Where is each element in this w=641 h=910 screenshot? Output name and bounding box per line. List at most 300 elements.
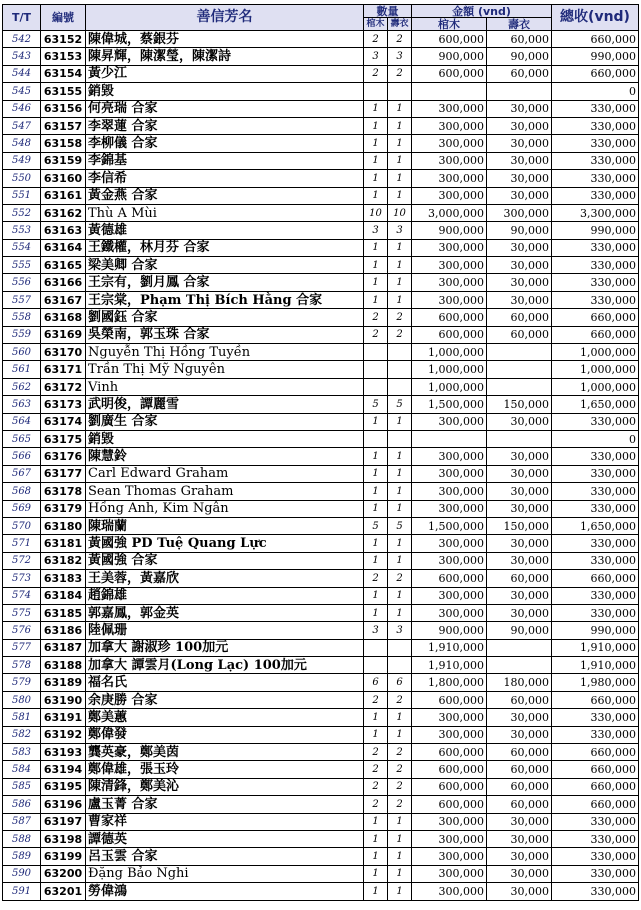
- row-index: 551: [3, 187, 41, 204]
- amount-shroud: 180,000: [487, 674, 552, 691]
- amount-coffin: 1,000,000: [412, 344, 487, 361]
- amount-coffin: 600,000: [412, 65, 487, 82]
- donor-code: 63157: [41, 117, 86, 134]
- row-index: 566: [3, 448, 41, 465]
- row-index: 581: [3, 709, 41, 726]
- donor-code: 63159: [41, 152, 86, 169]
- quantity-coffin: 2: [364, 691, 388, 708]
- quantity-coffin: 1: [364, 883, 388, 900]
- amount-coffin: 300,000: [412, 117, 487, 134]
- amount-shroud: 30,000: [487, 257, 552, 274]
- row-index: 559: [3, 326, 41, 343]
- row-index: 555: [3, 257, 41, 274]
- quantity-shroud: 5: [388, 396, 412, 413]
- quantity-shroud: 1: [388, 535, 412, 552]
- quantity-shroud: 3: [388, 48, 412, 65]
- quantity-shroud: 1: [388, 552, 412, 569]
- table-row: [3, 744, 639, 761]
- amount-coffin: 300,000: [412, 709, 487, 726]
- quantity-shroud: [388, 657, 412, 674]
- row-index: 565: [3, 430, 41, 447]
- total-amount: 330,000: [552, 587, 639, 604]
- quantity-shroud: 2: [388, 31, 412, 48]
- donation-table: [2, 4, 639, 901]
- table-row: [3, 761, 639, 778]
- quantity-coffin: [364, 83, 388, 100]
- amount-shroud: 30,000: [487, 535, 552, 552]
- table-row: [3, 726, 639, 743]
- donor-name: 李錦基: [86, 152, 364, 169]
- amount-shroud: 60,000: [487, 309, 552, 326]
- amount-coffin: 600,000: [412, 796, 487, 813]
- donor-code: 63153: [41, 48, 86, 65]
- row-index: 567: [3, 465, 41, 482]
- header-quantity: 數量: [364, 5, 412, 18]
- donor-name: 譚德英: [86, 830, 364, 847]
- quantity-coffin: 1: [364, 239, 388, 256]
- amount-shroud: 30,000: [487, 709, 552, 726]
- table-row: [3, 657, 639, 674]
- amount-shroud: 90,000: [487, 48, 552, 65]
- total-amount: 330,000: [552, 552, 639, 569]
- donor-code: 63186: [41, 622, 86, 639]
- quantity-shroud: 1: [388, 865, 412, 882]
- amount-coffin: 600,000: [412, 778, 487, 795]
- donor-name: 陳偉城，蔡銀芬: [86, 31, 364, 48]
- amount-coffin: 600,000: [412, 309, 487, 326]
- table-row: [3, 483, 639, 500]
- quantity-coffin: 1: [364, 535, 388, 552]
- quantity-coffin: 2: [364, 744, 388, 761]
- total-amount: 1,910,000: [552, 657, 639, 674]
- row-index: 571: [3, 535, 41, 552]
- total-amount: 330,000: [552, 135, 639, 152]
- amount-coffin: 3,000,000: [412, 204, 487, 221]
- donor-name: 陳清鋒，鄭美沁: [86, 778, 364, 795]
- donor-code: 63191: [41, 709, 86, 726]
- row-index: 553: [3, 222, 41, 239]
- quantity-shroud: 1: [388, 170, 412, 187]
- donor-name: 黃國強 合家: [86, 552, 364, 569]
- amount-shroud: [487, 361, 552, 378]
- donor-code: 63158: [41, 135, 86, 152]
- donor-name: 趙錦雄: [86, 587, 364, 604]
- donor-name: 陳慧鈴: [86, 448, 364, 465]
- quantity-coffin: 5: [364, 396, 388, 413]
- total-amount: 330,000: [552, 830, 639, 847]
- donor-name: 黃金燕 合家: [86, 187, 364, 204]
- quantity-shroud: 1: [388, 291, 412, 308]
- row-index: 545: [3, 83, 41, 100]
- table-row: [3, 570, 639, 587]
- amount-coffin: 1,910,000: [412, 657, 487, 674]
- table-row: [3, 170, 639, 187]
- quantity-coffin: 1: [364, 448, 388, 465]
- quantity-coffin: 2: [364, 778, 388, 795]
- donor-code: 63163: [41, 222, 86, 239]
- row-index: 580: [3, 691, 41, 708]
- table-row: [3, 257, 639, 274]
- total-amount: 660,000: [552, 744, 639, 761]
- donor-name: 銷毀: [86, 430, 364, 447]
- total-amount: 990,000: [552, 622, 639, 639]
- header-amount-shroud: 壽衣: [487, 18, 552, 31]
- amount-coffin: 600,000: [412, 761, 487, 778]
- table-row: [3, 117, 639, 134]
- row-index: 558: [3, 309, 41, 326]
- amount-coffin: 1,500,000: [412, 396, 487, 413]
- quantity-coffin: [364, 639, 388, 656]
- row-index: 543: [3, 48, 41, 65]
- table-row: [3, 291, 639, 308]
- header-quantity-coffin: 棺木: [364, 18, 388, 31]
- donor-name: 加拿大 譚雲月(Long Lạc) 100加元: [86, 657, 364, 674]
- amount-shroud: 30,000: [487, 500, 552, 517]
- amount-coffin: 300,000: [412, 535, 487, 552]
- total-amount: 330,000: [552, 187, 639, 204]
- quantity-coffin: 1: [364, 500, 388, 517]
- row-index: 556: [3, 274, 41, 291]
- total-amount: 1,650,000: [552, 517, 639, 534]
- row-index: 576: [3, 622, 41, 639]
- donor-code: 63164: [41, 239, 86, 256]
- table-row: [3, 239, 639, 256]
- amount-coffin: 600,000: [412, 326, 487, 343]
- quantity-coffin: [364, 657, 388, 674]
- amount-coffin: 300,000: [412, 239, 487, 256]
- quantity-shroud: 1: [388, 830, 412, 847]
- quantity-coffin: 1: [364, 170, 388, 187]
- quantity-coffin: 2: [364, 796, 388, 813]
- row-index: 579: [3, 674, 41, 691]
- quantity-shroud: 3: [388, 622, 412, 639]
- donor-code: 63192: [41, 726, 86, 743]
- quantity-shroud: 1: [388, 135, 412, 152]
- row-index: 564: [3, 413, 41, 430]
- row-index: 586: [3, 796, 41, 813]
- donor-code: 63166: [41, 274, 86, 291]
- donor-code: 63156: [41, 100, 86, 117]
- table-row: [3, 187, 639, 204]
- donor-name: 銷毀: [86, 83, 364, 100]
- quantity-shroud: 1: [388, 448, 412, 465]
- quantity-coffin: 1: [364, 187, 388, 204]
- row-index: 549: [3, 152, 41, 169]
- total-amount: 330,000: [552, 152, 639, 169]
- donor-name: 陸佩珊: [86, 622, 364, 639]
- amount-coffin: 300,000: [412, 100, 487, 117]
- amount-coffin: 900,000: [412, 222, 487, 239]
- table-row: [3, 396, 639, 413]
- total-amount: 330,000: [552, 709, 639, 726]
- row-index: 557: [3, 291, 41, 308]
- quantity-shroud: 6: [388, 674, 412, 691]
- amount-shroud: [487, 83, 552, 100]
- row-index: 588: [3, 830, 41, 847]
- quantity-shroud: 1: [388, 848, 412, 865]
- table-row: [3, 135, 639, 152]
- quantity-coffin: 1: [364, 709, 388, 726]
- table-row: [3, 796, 639, 813]
- row-index: 589: [3, 848, 41, 865]
- donor-code: 63152: [41, 31, 86, 48]
- amount-shroud: 150,000: [487, 517, 552, 534]
- donor-code: 63173: [41, 396, 86, 413]
- quantity-coffin: 2: [364, 309, 388, 326]
- quantity-shroud: 3: [388, 222, 412, 239]
- donor-name: 福名氏: [86, 674, 364, 691]
- amount-shroud: [487, 657, 552, 674]
- amount-coffin: 1,000,000: [412, 361, 487, 378]
- total-amount: 330,000: [552, 413, 639, 430]
- total-amount: 330,000: [552, 865, 639, 882]
- total-amount: 330,000: [552, 483, 639, 500]
- donor-name: 陳昇輝，陳潔瑩，陳潔詩: [86, 48, 364, 65]
- row-index: 582: [3, 726, 41, 743]
- donor-name: Trần Thị Mỹ Nguyên: [86, 361, 364, 378]
- donor-name: 黃德雄: [86, 222, 364, 239]
- amount-shroud: 90,000: [487, 622, 552, 639]
- quantity-shroud: 1: [388, 813, 412, 830]
- donor-code: 63174: [41, 413, 86, 430]
- quantity-coffin: 1: [364, 257, 388, 274]
- donor-name: 李柳儀 合家: [86, 135, 364, 152]
- donor-code: 63154: [41, 65, 86, 82]
- amount-coffin: 300,000: [412, 883, 487, 900]
- quantity-shroud: [388, 430, 412, 447]
- donor-code: 63199: [41, 848, 86, 865]
- donor-name: Sean Thomas Graham: [86, 483, 364, 500]
- donor-code: 63197: [41, 813, 86, 830]
- quantity-shroud: 1: [388, 883, 412, 900]
- row-index: 570: [3, 517, 41, 534]
- table-row: [3, 83, 639, 100]
- amount-coffin: 1,800,000: [412, 674, 487, 691]
- quantity-coffin: 1: [364, 274, 388, 291]
- quantity-coffin: 1: [364, 117, 388, 134]
- quantity-coffin: 1: [364, 587, 388, 604]
- quantity-shroud: 5: [388, 517, 412, 534]
- amount-coffin: 1,000,000: [412, 378, 487, 395]
- amount-coffin: 600,000: [412, 570, 487, 587]
- table-row: [3, 830, 639, 847]
- donor-name: 曹家祥: [86, 813, 364, 830]
- table-row: [3, 517, 639, 534]
- amount-shroud: 30,000: [487, 726, 552, 743]
- total-amount: 660,000: [552, 309, 639, 326]
- quantity-coffin: 1: [364, 552, 388, 569]
- amount-shroud: 30,000: [487, 552, 552, 569]
- amount-coffin: 300,000: [412, 135, 487, 152]
- header-row: [3, 5, 639, 18]
- row-index: 587: [3, 813, 41, 830]
- amount-coffin: 300,000: [412, 587, 487, 604]
- table-row: [3, 500, 639, 517]
- donor-code: 63193: [41, 744, 86, 761]
- total-amount: 1,650,000: [552, 396, 639, 413]
- table-row: [3, 274, 639, 291]
- quantity-coffin: [364, 430, 388, 447]
- amount-shroud: 30,000: [487, 291, 552, 308]
- header-total: 總收(vnd): [552, 5, 639, 31]
- header-amount: 金額 (vnd): [412, 5, 552, 18]
- total-amount: 330,000: [552, 170, 639, 187]
- amount-shroud: 30,000: [487, 135, 552, 152]
- table-row: [3, 639, 639, 656]
- amount-shroud: 30,000: [487, 117, 552, 134]
- amount-coffin: 300,000: [412, 274, 487, 291]
- total-amount: 0: [552, 430, 639, 447]
- amount-shroud: 30,000: [487, 483, 552, 500]
- quantity-shroud: 1: [388, 726, 412, 743]
- amount-shroud: 300,000: [487, 204, 552, 221]
- row-index: 583: [3, 744, 41, 761]
- quantity-shroud: 1: [388, 604, 412, 621]
- quantity-coffin: 10: [364, 204, 388, 221]
- table-row: [3, 448, 639, 465]
- quantity-coffin: [364, 361, 388, 378]
- quantity-shroud: 2: [388, 744, 412, 761]
- total-amount: 660,000: [552, 570, 639, 587]
- total-amount: 1,910,000: [552, 639, 639, 656]
- quantity-coffin: 2: [364, 570, 388, 587]
- amount-shroud: 30,000: [487, 448, 552, 465]
- quantity-coffin: 1: [364, 152, 388, 169]
- total-amount: 330,000: [552, 274, 639, 291]
- amount-shroud: 60,000: [487, 65, 552, 82]
- donor-code: 63165: [41, 257, 86, 274]
- amount-shroud: [487, 639, 552, 656]
- total-amount: 330,000: [552, 535, 639, 552]
- donor-code: 63162: [41, 204, 86, 221]
- row-index: 568: [3, 483, 41, 500]
- row-index: 572: [3, 552, 41, 569]
- total-amount: 660,000: [552, 778, 639, 795]
- total-amount: 330,000: [552, 500, 639, 517]
- header-amount-coffin: 棺木: [412, 18, 487, 31]
- quantity-shroud: 1: [388, 257, 412, 274]
- quantity-shroud: 1: [388, 152, 412, 169]
- amount-shroud: 150,000: [487, 396, 552, 413]
- donor-code: 63196: [41, 796, 86, 813]
- total-amount: 330,000: [552, 604, 639, 621]
- donor-code: 63160: [41, 170, 86, 187]
- total-amount: 330,000: [552, 257, 639, 274]
- row-index: 560: [3, 344, 41, 361]
- amount-coffin: 300,000: [412, 483, 487, 500]
- table-row: [3, 222, 639, 239]
- donor-name: 盧玉菁 合家: [86, 796, 364, 813]
- total-amount: 660,000: [552, 761, 639, 778]
- row-index: 573: [3, 570, 41, 587]
- table-row: [3, 413, 639, 430]
- table-row: [3, 361, 639, 378]
- amount-shroud: 30,000: [487, 152, 552, 169]
- amount-shroud: 30,000: [487, 465, 552, 482]
- donor-name: 劉廣生 合家: [86, 413, 364, 430]
- amount-coffin: 600,000: [412, 31, 487, 48]
- donor-name: 劉國鈺 合家: [86, 309, 364, 326]
- donor-name: 鄭偉雄，張玉玲: [86, 761, 364, 778]
- donor-code: 63183: [41, 570, 86, 587]
- amount-coffin: 900,000: [412, 622, 487, 639]
- quantity-coffin: 1: [364, 848, 388, 865]
- quantity-coffin: 1: [364, 100, 388, 117]
- donor-name: Thù A Mùi: [86, 204, 364, 221]
- donor-name: 吳榮南，郭玉珠 合家: [86, 326, 364, 343]
- total-amount: 330,000: [552, 813, 639, 830]
- quantity-shroud: 2: [388, 570, 412, 587]
- row-index: 574: [3, 587, 41, 604]
- amount-shroud: 60,000: [487, 778, 552, 795]
- amount-shroud: 60,000: [487, 31, 552, 48]
- amount-coffin: 300,000: [412, 448, 487, 465]
- quantity-shroud: [388, 83, 412, 100]
- quantity-shroud: 1: [388, 239, 412, 256]
- total-amount: 1,000,000: [552, 378, 639, 395]
- amount-coffin: 600,000: [412, 744, 487, 761]
- amount-coffin: 300,000: [412, 291, 487, 308]
- donor-code: 63190: [41, 691, 86, 708]
- amount-shroud: 60,000: [487, 326, 552, 343]
- donor-code: 63189: [41, 674, 86, 691]
- quantity-shroud: 2: [388, 309, 412, 326]
- donor-code: 63175: [41, 430, 86, 447]
- amount-shroud: 30,000: [487, 239, 552, 256]
- quantity-coffin: [364, 378, 388, 395]
- total-amount: 330,000: [552, 100, 639, 117]
- donor-name: 陳瑞蘭: [86, 517, 364, 534]
- quantity-shroud: 1: [388, 587, 412, 604]
- quantity-shroud: 1: [388, 709, 412, 726]
- quantity-coffin: 1: [364, 604, 388, 621]
- quantity-coffin: 3: [364, 48, 388, 65]
- donor-name: Hồng Anh, Kim Ngân: [86, 500, 364, 517]
- row-index: 542: [3, 31, 41, 48]
- amount-shroud: 30,000: [487, 848, 552, 865]
- total-amount: 330,000: [552, 239, 639, 256]
- row-index: 575: [3, 604, 41, 621]
- amount-coffin: 1,910,000: [412, 639, 487, 656]
- donor-code: 63194: [41, 761, 86, 778]
- row-index: 590: [3, 865, 41, 882]
- total-amount: 330,000: [552, 291, 639, 308]
- quantity-shroud: [388, 378, 412, 395]
- table-row: [3, 430, 639, 447]
- row-index: 569: [3, 500, 41, 517]
- donor-code: 63168: [41, 309, 86, 326]
- amount-shroud: 30,000: [487, 187, 552, 204]
- donor-code: 63176: [41, 448, 86, 465]
- quantity-shroud: 1: [388, 465, 412, 482]
- quantity-shroud: 2: [388, 761, 412, 778]
- total-amount: 990,000: [552, 48, 639, 65]
- quantity-coffin: 6: [364, 674, 388, 691]
- table-row: [3, 309, 639, 326]
- donor-name: 何亮瑞 合家: [86, 100, 364, 117]
- row-index: 554: [3, 239, 41, 256]
- amount-coffin: 300,000: [412, 257, 487, 274]
- donor-code: 63200: [41, 865, 86, 882]
- donor-code: 63161: [41, 187, 86, 204]
- table-row: [3, 100, 639, 117]
- amount-shroud: 90,000: [487, 222, 552, 239]
- total-amount: 330,000: [552, 448, 639, 465]
- quantity-coffin: 1: [364, 413, 388, 430]
- donor-code: 63155: [41, 83, 86, 100]
- donor-name: 王美蓉，黃嘉欣: [86, 570, 364, 587]
- quantity-shroud: 1: [388, 274, 412, 291]
